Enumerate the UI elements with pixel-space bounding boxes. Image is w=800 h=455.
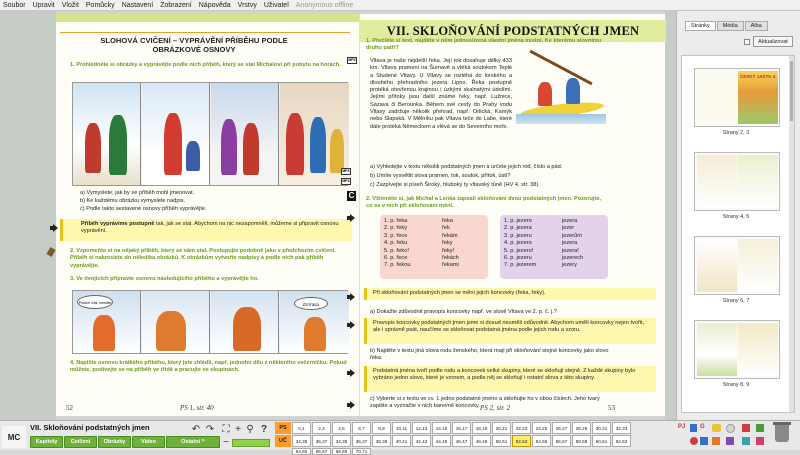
- mp3-icon[interactable]: MP3: [342, 179, 350, 183]
- picture-panel-2: [142, 83, 210, 185]
- workbook-page-cell[interactable]: 30,31: [592, 422, 611, 434]
- textbook-page-cell[interactable]: 34,35: [332, 435, 351, 447]
- page-number-left: 52: [66, 404, 73, 412]
- textbook-page-cell[interactable]: 46,47: [452, 435, 471, 447]
- right-page[interactable]: [359, 14, 665, 416]
- help-icon[interactable]: ?: [260, 424, 268, 435]
- textbook-page-cell[interactable]: 54,55: [532, 435, 551, 447]
- thumbnail-label: Strany 8, 9: [722, 382, 750, 388]
- comic-panel-2: [142, 291, 210, 353]
- thumbnail-label: Strany 4, 5: [722, 214, 750, 220]
- thumbnail-pages-6-7[interactable]: [694, 236, 780, 295]
- zoom-slider[interactable]: [232, 439, 270, 447]
- exercise-1a: a) Vymyslete, jak by se příběh mohl jmenovat.: [80, 190, 195, 196]
- workbook-reference-left: PS 1, str. 40: [180, 404, 214, 412]
- bottom-toolbar: [0, 420, 800, 454]
- declension-tables: [380, 215, 610, 281]
- sidebar-tabs: [685, 21, 769, 31]
- exercise-1: 1. Přečtěte si text, najděte v něm jednoslovná vlastní jména místní. Ke kterému slovnímu druhu patří?: [366, 38, 602, 52]
- thumbnail-label: Strany 2, 3: [722, 130, 750, 136]
- picture-panel-3: [211, 83, 279, 185]
- chapter-title: VII. Skloňování podstatných jmen: [30, 423, 150, 432]
- right-margin: [665, 11, 676, 420]
- trash-icon[interactable]: [775, 424, 789, 442]
- book-viewer[interactable]: [0, 11, 676, 420]
- tool-icon[interactable]: [712, 437, 720, 445]
- workbook-page-cell[interactable]: 34,35: [292, 435, 311, 447]
- picture-panel-4: [280, 83, 349, 185]
- workbook-page-cell[interactable]: 32,33: [612, 422, 631, 434]
- thumbnail-label: Strany 6, 7: [722, 298, 750, 304]
- textbook-page-cell[interactable]: 40,41: [392, 435, 411, 447]
- video-button[interactable]: Video: [132, 436, 165, 448]
- textbook-page-cell[interactable]: 42,43: [412, 435, 431, 447]
- textbook-page-cell[interactable]: 50,51: [492, 435, 511, 447]
- record-icon[interactable]: [690, 437, 698, 445]
- left-page-header-band: [56, 14, 359, 22]
- exercise-1c: c) Zazpívejte si píseň Široký, hluboký ty vltavský tůně (HV 4, str. 38).: [370, 182, 540, 188]
- workbook-page-cell[interactable]: 2,3: [312, 422, 331, 434]
- update-button[interactable]: Aktualizovat: [753, 36, 793, 47]
- exercise-1c: c) Podle takto sestavené osnovy příběh vyprávějte.: [80, 206, 207, 212]
- exercise-2: 2. Vzpomeňte si na nějaký příběh, který se vám stal. Postupujte podobně jako v předchozím cvičení. Příběh si nakreslete do několika obrázků. K obrázkům vytvořte nadpisy a podle nich pak příběh vyprávějte.: [70, 248, 336, 269]
- speaker-icon[interactable]: [347, 293, 357, 301]
- declension-row: 2. p. jezera jezer: [504, 225, 575, 232]
- auto-update-checkbox[interactable]: [744, 39, 750, 45]
- speaker-icon[interactable]: [347, 214, 357, 222]
- picture-story-1[interactable]: [72, 82, 348, 186]
- tool-icon[interactable]: [690, 424, 697, 432]
- section-title: SLOHOVÁ CVIČENÍ – VYPRÁVĚNÍ PŘÍBĚHU PODLE OBRÁZKOVÉ OSNOVY: [100, 36, 288, 54]
- chapter-banner: VII. SKLOŇOVÁNÍ PODSTATNÝCH JMEN: [360, 20, 666, 42]
- declension-row: 7. p. řekou řekami: [384, 262, 459, 269]
- textbook-page-cell[interactable]: 64,65: [292, 448, 311, 455]
- menu-item-6[interactable]: Nápověda: [198, 1, 231, 9]
- textbook-page-cell[interactable]: 44,45: [432, 435, 451, 447]
- page-number-right: 53: [608, 404, 615, 412]
- images-button[interactable]: Obrázky: [98, 436, 131, 448]
- exercise-2: 2. Všimněte si, jak Michal a Lenka zapsali skloňování dvou podstatných jmen. Pozorujte, co se v nich při skloňování mění.: [366, 196, 602, 210]
- menu-item-7[interactable]: Vrstvy: [237, 1, 257, 9]
- declension-row: 6. p. řece řekách: [384, 255, 459, 262]
- canoe-illustration: [516, 60, 606, 130]
- declension-row: 3. p. jezeru jezerům: [504, 232, 582, 239]
- reading-text: Vltava je naše nejdelší řeka. Její tok dosahuje délky 433 km. Vltava pramení na Šumavě a vtéká soutokem Teplé a Studené Vltavy. U Vltavy se rozléhá do lorského a dlouhého přehradního jezera Lipno. Řeka postupně protéká otevřenou krajinou i úzkými skalnatými údolími. Jejími přítoky jsou další známé řeky, např. Lužnice, Sázava či Berounka. Během své cesty do Prahy vodu Vltavy zadržuje několik přehrad, např. Orlická, Kamýk nebo Slapská. V Mělníku pak Vltava teče do Labe, které dále protéká Německem a vlévá se do Severního moře.: [370, 58, 512, 130]
- left-margin: [0, 11, 56, 420]
- thumbnail-pages-2-3[interactable]: [694, 68, 780, 127]
- left-page[interactable]: [56, 14, 359, 416]
- declension-row: 6. p. jezeru jezerech: [504, 255, 584, 262]
- tool-icon[interactable]: [726, 437, 734, 445]
- comic-panel-1: [73, 291, 141, 353]
- exercise-2b: b) Najděte v textu jiná slova rodu ženského, která mají při skloňování stejné koncovky jako slovo řeka.: [370, 348, 609, 362]
- declension-row: 1. p. jezero jezera: [504, 218, 578, 224]
- exercises-button[interactable]: Cvičení: [64, 436, 97, 448]
- menu-bar: [0, 0, 800, 11]
- cover-title: ČESKÝ JAZYK 4: [740, 74, 776, 79]
- user-status: Anonymous offline: [295, 1, 354, 9]
- tab-media[interactable]: Média: [717, 21, 744, 31]
- exercise-4: 4. Napište osnovu krátkého příběhu, který jste zhlédli, např. jednoho dílu z některého večerníčku. Pokud můžete, podívejte se na příběh ve třídě a pracujte ve skupinách.: [70, 360, 347, 374]
- menu-item-4[interactable]: Nastavení: [121, 1, 154, 9]
- workbook-page-cell[interactable]: 20,21: [492, 422, 511, 434]
- speech-bubble: Prosím Vás, nemáte: [77, 295, 113, 309]
- page-jump-grid: [292, 422, 631, 455]
- workbook-label: PS: [275, 422, 291, 434]
- menu-item-0[interactable]: Soubor: [3, 1, 26, 9]
- tab-albums[interactable]: Alba: [745, 21, 768, 31]
- menu-item-5[interactable]: Zobrazení: [160, 1, 192, 9]
- textbook-page-cell[interactable]: 52,53: [512, 435, 531, 447]
- menu-item-1[interactable]: Upravit: [32, 1, 55, 9]
- other-button[interactable]: Ostatní ^: [166, 436, 220, 448]
- textbook-page-cell[interactable]: 66,67: [312, 448, 331, 455]
- declension-row: 2. p. řeky řek: [384, 225, 450, 232]
- textbook-label: UČ: [275, 435, 291, 447]
- declension-reka: [380, 215, 488, 279]
- textbook-page-cell[interactable]: 58,59: [572, 435, 591, 447]
- declension-row: 3. p. řece řekám: [384, 232, 458, 239]
- exercise-1b: b) Ke každému obrázku vymyslete nadpis.: [80, 198, 186, 204]
- workbook-page-cell[interactable]: 8,9: [372, 422, 391, 434]
- menu-item-8[interactable]: Uživatel: [263, 1, 289, 9]
- pj-icon[interactable]: PJ: [678, 424, 686, 430]
- exercise-2c: c) Vyberte si z textu ve cv. 1 jedno podstatné jméno a skloňujte ho v obou číslech. Jeho tvary zapište a vyznačte v nich barevně koncovky.: [370, 396, 600, 410]
- rule-note: Příběh vyprávíme postupně tak, jak se stal. Abychom na nic nezapomněli, můžeme si připravit osnovu vyprávění.: [60, 219, 352, 241]
- workbook-page-cell[interactable]: 12,13: [412, 422, 431, 434]
- tab-pages[interactable]: Stránky: [685, 21, 716, 31]
- rule-note-1: Při skloňování podstatných jmen se mění jejich koncovky (řeka, řeky).: [364, 288, 656, 300]
- menu-item-3[interactable]: Pomůcky: [85, 1, 115, 9]
- search-icon[interactable]: ⚲: [246, 424, 254, 435]
- declension-row: 4. p. řeku řeky: [384, 240, 453, 247]
- mp3-icon[interactable]: MP3: [348, 58, 356, 62]
- exercise-2a: a) Dokažte zdůvodnit pravopis koncovky např. ve slově Vltava ve 2. p. č. j.?: [370, 309, 557, 315]
- tool-icon[interactable]: [756, 424, 764, 432]
- workbook-page-cell[interactable]: 4,5: [332, 422, 351, 434]
- mp3-icon[interactable]: MP3: [342, 169, 350, 173]
- textbook-page-cell[interactable]: 60,61: [592, 435, 611, 447]
- g-icon[interactable]: G: [700, 424, 705, 430]
- workbook-page-cell[interactable]: 14,15: [432, 422, 451, 434]
- zoom-in-icon[interactable]: +: [235, 424, 241, 435]
- declension-row: 1. p. řeka řeka: [384, 218, 453, 224]
- speaker-icon[interactable]: [347, 401, 357, 409]
- thumbnail-scrollbar[interactable]: [789, 56, 794, 412]
- textbook-page-cell[interactable]: 48,49: [472, 435, 491, 447]
- zoom-out-icon[interactable]: −: [223, 437, 229, 448]
- back-icon[interactable]: ↶: [191, 424, 201, 435]
- declension-row: 5. p. řeko! řeky!: [384, 247, 455, 254]
- speaker-icon[interactable]: [50, 224, 60, 232]
- menu-item-2[interactable]: Vložit: [61, 1, 79, 9]
- workbook-page-cell[interactable]: 0,1: [292, 422, 311, 434]
- workbook-reference-right: PS 2, str. 2: [480, 404, 511, 412]
- exercise-3: 3. Ve dvojicích připravte osnovu následujícího příběhu a vyprávějte ho.: [70, 276, 259, 282]
- textbook-page-cell[interactable]: 70,71: [352, 448, 371, 455]
- comic-panel-3: [211, 291, 279, 353]
- workbook-page-cell[interactable]: 16,17: [452, 422, 471, 434]
- mc-logo[interactable]: MC: [2, 426, 26, 448]
- declension-jezero: [500, 215, 608, 279]
- page-sidebar: [676, 11, 800, 420]
- thumbnail-pages-8-9[interactable]: [694, 320, 780, 379]
- rule-note-3: Podstatná jména tvoří podle rodu a koncovek velké skupiny, které se skloňují stejně. Z každé skupiny bylo vybráno jedno slovo, které je vzorem, a podle něj se skloňují i ostatní slova z této skupiny.: [364, 366, 656, 392]
- textbook-page-cell[interactable]: 68,69: [332, 448, 351, 455]
- tool-icon[interactable]: [742, 424, 750, 432]
- picture-panel-1: [73, 83, 141, 185]
- speaker-icon[interactable]: [347, 369, 357, 377]
- workbook-page-cell[interactable]: 36,37: [312, 435, 331, 447]
- declension-row: 4. p. jezero jezera: [504, 240, 578, 247]
- speaker-icon[interactable]: [347, 321, 357, 329]
- textbook-page-cell[interactable]: 36,37: [352, 435, 371, 447]
- fit-page-icon[interactable]: ⛶: [222, 424, 230, 435]
- chapters-button[interactable]: Kapitoly: [30, 436, 63, 448]
- workbook-page-cell[interactable]: 24,25: [532, 422, 551, 434]
- workbook-page-cell[interactable]: 10,11: [392, 422, 411, 434]
- declension-row: 5. p. jezero! jezera!: [504, 247, 579, 254]
- page-thumbnails: [681, 55, 795, 413]
- tool-icon[interactable]: [742, 437, 750, 445]
- workbook-page-cell[interactable]: 28,29: [572, 422, 591, 434]
- speech-bubble: Errrrasa: [294, 297, 328, 310]
- workbook-page-cell[interactable]: 22,23: [512, 422, 531, 434]
- settings-icon[interactable]: [726, 424, 735, 433]
- textbook-page-cell[interactable]: 62,63: [612, 435, 631, 447]
- textbook-page-cell[interactable]: 56,57: [552, 435, 571, 447]
- thumbnail-pages-4-5[interactable]: [694, 152, 780, 211]
- workbook-page-cell[interactable]: 18,19: [472, 422, 491, 434]
- exercise-1: 1. Prohlédněte si obrázky a vyprávějte podle nich příběh, který se stal Michalovi při pobytu na horách.: [70, 62, 341, 68]
- forward-icon[interactable]: ↷: [205, 424, 215, 435]
- workbook-page-cell[interactable]: 26,27: [552, 422, 571, 434]
- picture-story-2[interactable]: [72, 290, 348, 354]
- exercise-1b: b) Umíte vysvětlit slova pramen, tok, soutok, přítok, ústí?: [370, 173, 511, 179]
- exercise-1a: a) Vyhledejte v textu několik podstatných jmen a určete jejich rod, číslo a pád.: [370, 164, 563, 170]
- section-divider: [60, 32, 350, 33]
- comic-panel-4: [280, 291, 349, 353]
- rule-note-2: Pravopis koncovky podstatných jmen jsme si dosud neuměli odůvodnit. Abychom uměli koncovky nejen tvořit, ale i správně psát, naučíme se skloňovat podstatná jména podle jejich rodu a vzoru.: [364, 318, 656, 344]
- c-icon[interactable]: C: [348, 191, 355, 200]
- declension-row: 7. p. jezerem jezery: [504, 262, 577, 269]
- folder-icon[interactable]: [712, 424, 721, 432]
- tool-icon[interactable]: [700, 437, 708, 445]
- textbook-page-cell[interactable]: 38,39: [372, 435, 391, 447]
- tool-icon[interactable]: [756, 437, 764, 445]
- workbook-page-cell[interactable]: 6,7: [352, 422, 371, 434]
